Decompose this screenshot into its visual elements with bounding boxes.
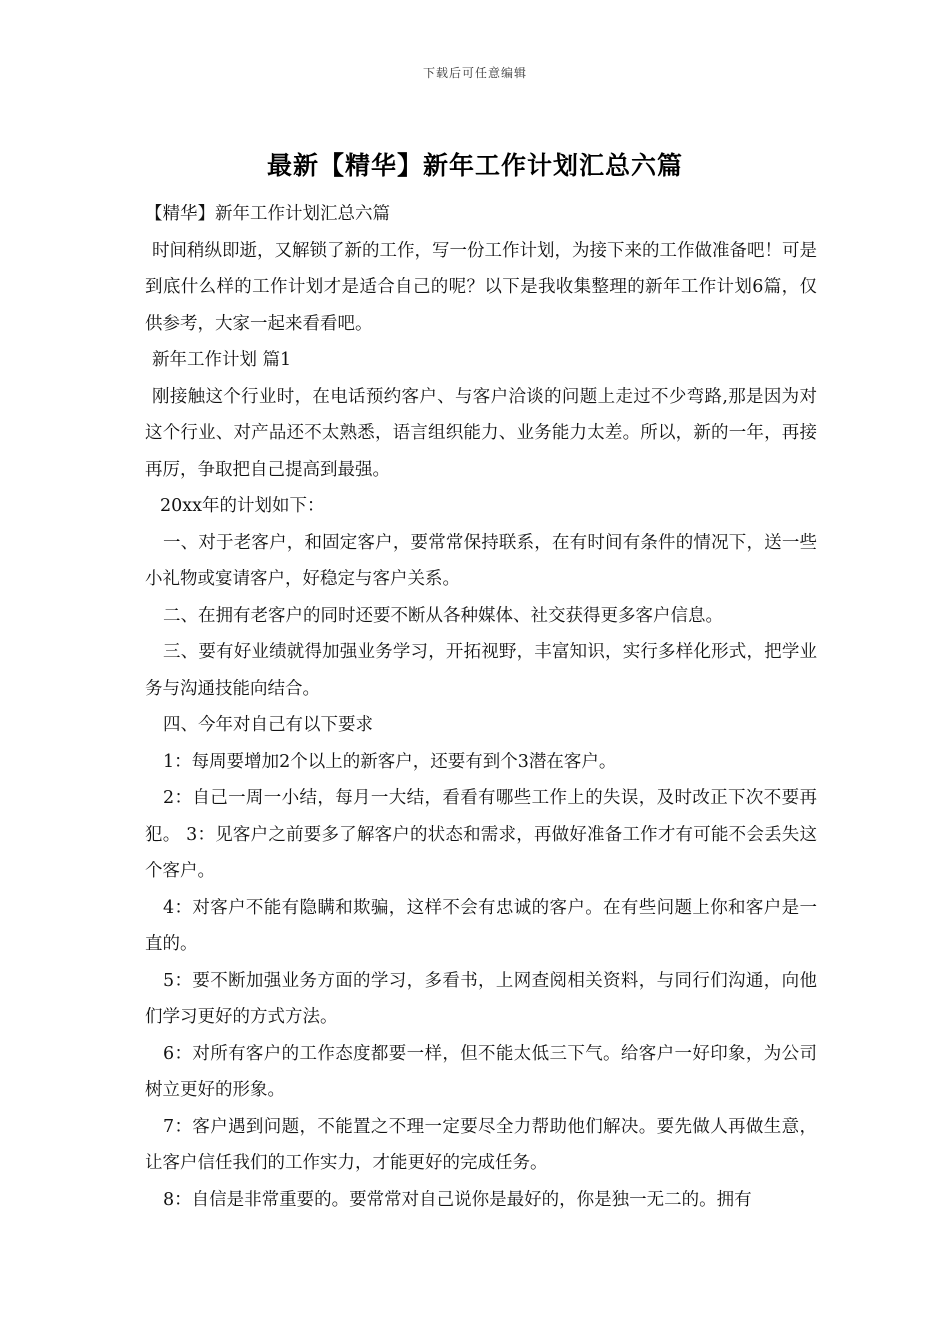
body-paragraph: 20xx年的计划如下：	[160, 496, 325, 516]
list-item: 4：对客户不能有隐瞒和欺骗，这样不会有忠诚的客户。在有些问题上你和客户是一直的。	[145, 897, 817, 954]
document-body	[145, 196, 817, 1218]
intro-paragraph: 时间稍纵即逝，又解锁了新的工作，写一份工作计划，为接下来的工作做准备吧！可是到底什么样的工作计划才是适合自己的呢？以下是我收集整理的新年工作计划6篇，仅供参考，大家一起来看看吧。	[145, 240, 817, 334]
list-item: 三、要有好业绩就得加强业务学习，开拓视野，丰富知识，实行多样化形式，把学业务与沟通技能向结合。	[145, 642, 817, 699]
list-item: 7：客户遇到问题，不能置之不理一定要尽全力帮助他们解决。要先做人再做生意，让客户信任我们的工作实力，才能更好的完成任务。	[145, 1116, 817, 1173]
body-paragraph: 刚接触这个行业时，在电话预约客户、与客户洽谈的问题上走过不少弯路,那是因为对这个行业、对产品还不太熟悉，语言组织能力、业务能力太差。所以，新的一年，再接再厉，争取把自己提高到最强。	[145, 386, 817, 480]
list-item: 四、今年对自己有以下要求	[163, 715, 373, 735]
subtitle-paragraph: 【精华】新年工作计划汇总六篇	[145, 204, 390, 224]
list-item: 2：自己一周一小结，每月一大结，看看有哪些工作上的失误，及时改正下次不要再犯。 3：见客户之前要多了解客户的状态和需求，再做好准备工作才有可能不会丢失这个客户。	[145, 788, 817, 881]
list-item: 1：每周要增加2个以上的新客户，还要有到个3潜在客户。	[163, 751, 617, 772]
list-item: 一、对于老客户，和固定客户，要常常保持联系，在有时间有条件的情况下，送一些小礼物或宴请客户，好稳定与客户关系。	[145, 532, 817, 589]
list-item: 二、在拥有老客户的同时还要不断从各种媒体、社交获得更多客户信息。	[163, 605, 723, 626]
document-title: 最新【精华】新年工作计划汇总六篇	[266, 151, 683, 180]
list-item: 8：自信是非常重要的。要常常对自己说你是最好的，你是独一无二的。拥有	[163, 1189, 752, 1210]
section-heading: 新年工作计划 篇1	[152, 350, 292, 370]
list-item: 5：要不断加强业务方面的学习，多看书，上网查阅相关资料，与同行们沟通，向他们学习更好的方式方法。	[145, 970, 817, 1027]
list-item: 6：对所有客户的工作态度都要一样，但不能太低三下气。给客户一好印象，为公司树立更好的形象。	[145, 1043, 817, 1100]
header-note: 下载后可任意编辑	[422, 66, 527, 80]
